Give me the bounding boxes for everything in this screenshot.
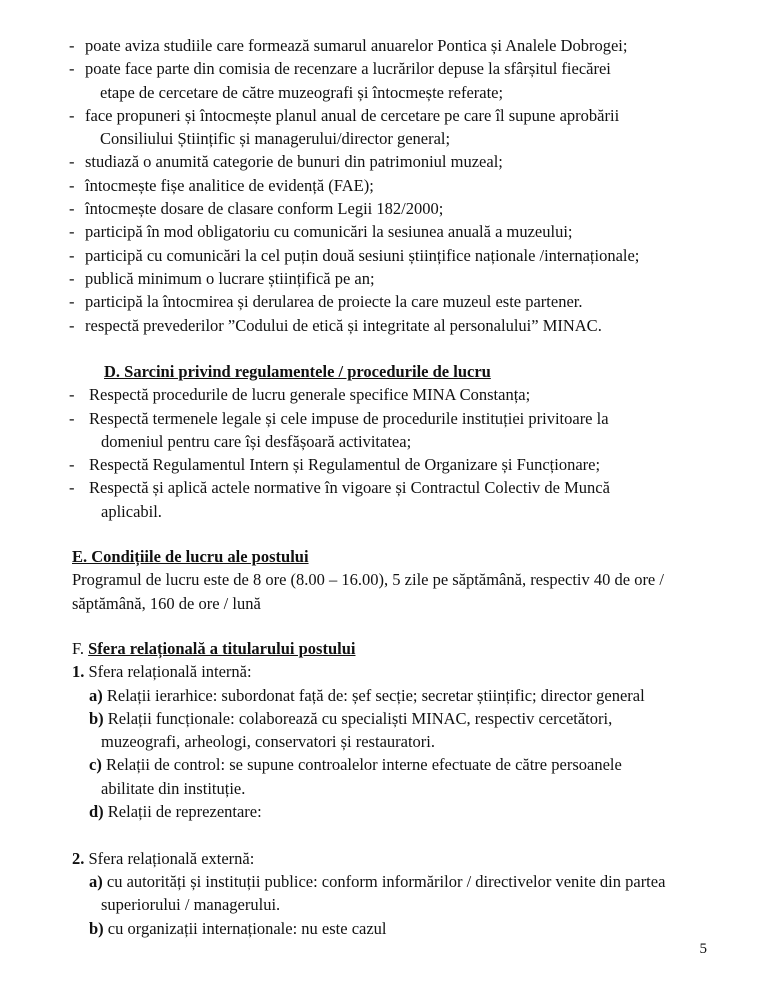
internal-b-text-1: Relații funcționale: colaborează cu specialiști MINAC, respectiv cercetători, (107, 708, 613, 728)
duty-item-row (0, 104, 764, 127)
duty-item-row (0, 267, 764, 290)
duty-item-text: etape de cercetare de către muzeografi și întocmește referate; (100, 82, 504, 102)
procedure-item-row (0, 430, 764, 453)
external-sphere-title (72, 847, 254, 870)
external-title-row (0, 847, 764, 870)
external-number: 2. (72, 848, 85, 868)
section-d-heading: D. Sarcini privind regulamentele / procedurile de lucru (104, 362, 491, 381)
bullet-dash: - (69, 36, 75, 55)
bullet-dash: - (69, 59, 75, 79)
procedure-item-text: domeniul pentru care își desfășoară activitatea; (101, 431, 412, 451)
section-f-heading (72, 637, 356, 660)
external-item-a (89, 870, 665, 893)
section-e-line-1-row (0, 568, 764, 591)
duty-item-text: participă la întocmirea și derularea de proiecte la care muzeul este partener. (85, 292, 583, 312)
internal-number: 1. (72, 662, 85, 682)
external-a-text-1: cu autorități și instituții publice: conform informărilor / directivelor venite din partea (106, 871, 666, 891)
internal-d-label: d) (89, 802, 104, 822)
section-e (0, 545, 764, 615)
section-f (0, 637, 764, 940)
external-item-b (89, 917, 387, 940)
internal-a-text: Relații ierarhice: subordonat față de: șef secție; secretar științific; director general (106, 685, 645, 705)
duty-item-row (0, 127, 764, 150)
section-f-heading-text: Sfera relațională a titularului postului (88, 639, 356, 658)
bullet-dash: - (69, 175, 75, 195)
bullet-dash: - (69, 152, 75, 172)
duty-item-text: respectă prevederilor ”Codului de etică și integritate al personalului” MINAC. (85, 315, 602, 335)
internal-d-text: Relații de reprezentare: (107, 802, 262, 822)
duty-item-row (0, 314, 764, 337)
internal-sphere-title (72, 660, 252, 683)
duties-list (0, 34, 764, 337)
bullet-dash: - (69, 268, 75, 288)
duty-item-text: întocmește dosare de clasare conform Legii 182/2000; (85, 199, 444, 219)
external-b-label: b) (89, 918, 104, 938)
procedure-item-row (0, 407, 764, 430)
internal-title-row (0, 660, 764, 683)
internal-item-a (89, 684, 645, 707)
internal-b-label: b) (89, 708, 104, 728)
internal-c-text-2: abilitate din instituție. (101, 778, 246, 798)
bullet-dash: - (69, 408, 75, 428)
procedure-item-text: Respectă și aplică actele normative în vigoare și Contractul Colectiv de Muncă (89, 478, 610, 498)
internal-title: Sfera relațională internă: (88, 662, 252, 682)
procedure-item-text: Respectă termenele legale și cele impuse de procedurile instituției privitoare la (89, 408, 609, 428)
bullet-dash: - (69, 478, 75, 498)
duty-item-text: întocmește fișe analitice de evidență (FAE); (85, 175, 374, 195)
internal-item-b (89, 707, 612, 730)
external-b-text: cu organizații internaționale: nu este cazul (107, 918, 387, 938)
section-e-text-line-1: Programul de lucru este de 8 ore (8.00 – 16.00), 5 zile pe săptămână, respectiv 40 de ore / (72, 570, 664, 590)
internal-c-row (0, 753, 764, 776)
duty-item-row (0, 290, 764, 313)
external-a-label: a) (89, 871, 103, 891)
procedure-item-row (0, 383, 764, 406)
duty-item-text: studiază o anumită categorie de bunuri din patrimoniul muzeal; (85, 152, 503, 172)
bullet-dash: - (69, 245, 75, 265)
procedure-item-text: Respectă procedurile de lucru generale specifice MINA Constanța; (89, 385, 531, 405)
duty-item-row (0, 174, 764, 197)
external-a-row (0, 870, 764, 893)
internal-item-c (89, 753, 622, 776)
duty-item-row (0, 244, 764, 267)
duty-item-text: poate aviza studiile care formează sumarul anuarelor Pontica și Analele Dobrogei; (85, 36, 628, 55)
duty-item-row (0, 150, 764, 173)
section-e-heading-row (0, 545, 764, 568)
spacer-row (0, 823, 764, 846)
internal-b-row-2 (0, 730, 764, 753)
section-e-text-line-2: săptămână, 160 de ore / lună (72, 593, 261, 613)
duty-item-row (0, 197, 764, 220)
procedure-item-text: Respectă Regulamentul Intern și Regulamentul de Organizare și Funcționare; (89, 455, 601, 475)
procedure-item-row (0, 453, 764, 476)
bullet-dash: - (69, 455, 75, 475)
internal-d-row (0, 800, 764, 823)
duty-item-text: publică minimum o lucrare științifică pe an; (85, 268, 375, 288)
internal-a-row (0, 684, 764, 707)
bullet-dash: - (69, 385, 75, 405)
internal-b-row (0, 707, 764, 730)
bullet-dash: - (69, 199, 75, 219)
page-number: 5 (699, 941, 707, 957)
external-a-row-2 (0, 893, 764, 916)
bullet-dash: - (69, 292, 75, 312)
duty-item-text: face propuneri și întocmește planul anual de cercetare pe care îl supune aprobării (85, 105, 620, 125)
internal-c-text-1: Relații de control: se supune controalelor interne efectuate de către persoanele (105, 755, 622, 775)
external-b-row (0, 917, 764, 940)
internal-c-label: c) (89, 755, 102, 775)
section-d-list (0, 383, 764, 523)
procedure-item-text: aplicabil. (101, 501, 162, 521)
bullet-dash: - (69, 315, 75, 335)
duty-item-row (0, 220, 764, 243)
internal-a-label: a) (89, 685, 103, 705)
section-f-heading-prefix: F. (72, 639, 89, 658)
internal-item-d (89, 800, 262, 823)
duty-item-row (0, 81, 764, 104)
internal-c-row-2 (0, 777, 764, 800)
bullet-dash: - (69, 222, 75, 242)
duty-item-row (0, 57, 764, 80)
external-title: Sfera relațională externă: (88, 848, 255, 868)
section-d (0, 360, 764, 523)
internal-b-text-2: muzeografi, arheologi, conservatori și restauratori. (101, 732, 435, 752)
procedure-item-row (0, 500, 764, 523)
bullet-dash: - (69, 105, 75, 125)
duty-item-text: participă în mod obligatoriu cu comunicări la sesiunea anuală a muzeului; (85, 222, 573, 242)
duty-item-text: participă cu comunicări la cel puțin două sesiuni științifice naționale /internaționale; (85, 245, 640, 265)
external-a-text-2: superiorului / managerului. (101, 895, 281, 915)
procedure-item-row (0, 476, 764, 499)
duty-item-text: Consiliului Științific și managerului/director general; (100, 129, 451, 149)
duty-item-row (0, 34, 764, 57)
section-f-heading-row (0, 637, 764, 660)
duty-item-text: poate face parte din comisia de recenzare a lucrărilor depuse la sfârșitul fiecărei (85, 59, 611, 79)
section-e-line-2-row (0, 592, 764, 615)
section-e-heading: E. Condițiile de lucru ale postului (72, 547, 309, 566)
section-d-heading-row (0, 360, 764, 383)
